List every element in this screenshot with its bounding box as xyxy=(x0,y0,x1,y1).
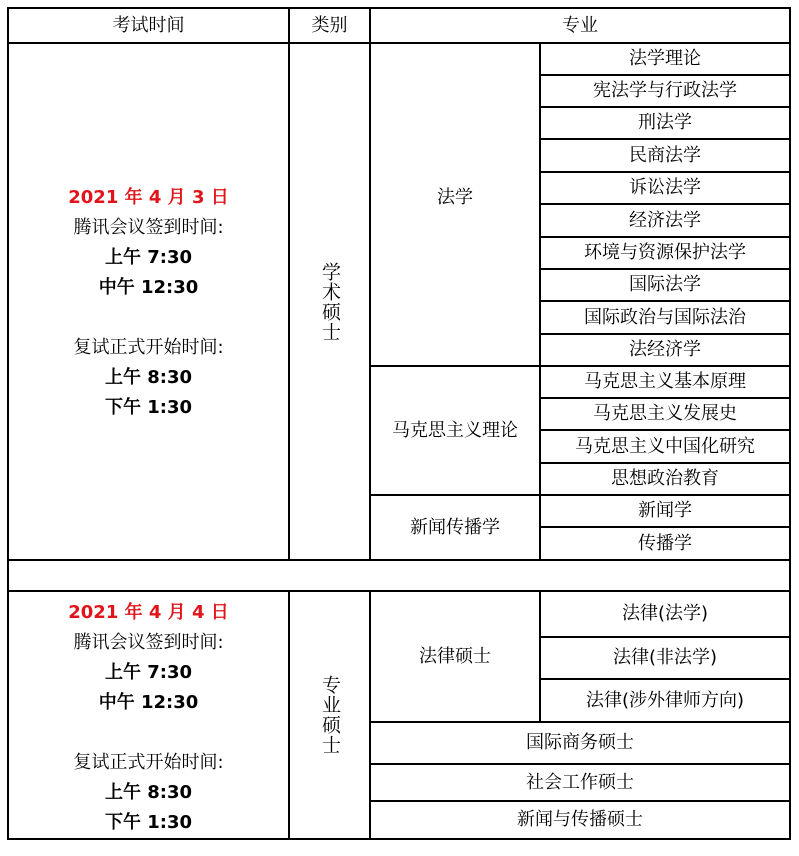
major-cell: 国际政治与国际法治 xyxy=(584,306,746,328)
header-time: 考试时间 xyxy=(112,14,185,36)
major-cell: 环境与资源保护法学 xyxy=(584,242,746,263)
section1-checkin-label: 腾讯会议签到时间: xyxy=(73,217,224,238)
major-cell: 马克思主义中国化研究 xyxy=(575,435,755,457)
section2-checkin-noon: 中午 12:30 xyxy=(98,692,199,713)
major-cell: 法律(涉外律师方向) xyxy=(585,689,745,711)
other-major-cell: 社会工作硕士 xyxy=(526,771,634,793)
header-major: 专业 xyxy=(562,14,598,36)
major-cell: 法学理论 xyxy=(629,48,701,69)
major-cell: 经济法学 xyxy=(629,209,701,231)
section2-start-label: 复试正式开始时间: xyxy=(73,752,224,773)
major-cell: 马克思主义基本原理 xyxy=(584,371,746,392)
spacer xyxy=(9,303,288,333)
other-major-cell: 新闻与传播硕士 xyxy=(517,809,643,830)
major-cell: 刑法学 xyxy=(638,112,692,133)
section1-start-label: 复试正式开始时间: xyxy=(73,337,224,358)
section2-date: 2021 年 4 月 4 日 xyxy=(68,602,229,623)
section2-checkin-morning: 上午 7:30 xyxy=(104,662,193,683)
major-cell: 新闻学 xyxy=(638,500,692,521)
major-cell: 法律(非法学) xyxy=(612,647,718,668)
major-cell: 宪法学与行政法学 xyxy=(593,80,737,101)
major-cell: 诉讼法学 xyxy=(629,177,701,198)
section2-time-info xyxy=(9,598,288,838)
group-faxue: 法学 xyxy=(437,187,473,208)
major-cell: 思想政治教育 xyxy=(611,468,719,489)
major-cell: 马克思主义发展史 xyxy=(593,403,737,424)
major-cell: 国际法学 xyxy=(629,274,701,295)
section2-start-pm: 下午 1:30 xyxy=(104,812,193,833)
group-law: 法律硕士 xyxy=(419,645,491,667)
section1-start-pm: 下午 1:30 xyxy=(104,397,193,418)
group-xinwen: 新闻传播学 xyxy=(410,516,500,538)
border-bottom xyxy=(7,838,791,840)
group-makesi: 马克思主义理论 xyxy=(392,419,518,441)
major-cell: 法经济学 xyxy=(629,339,701,360)
section1-category: 学术硕士 xyxy=(319,261,341,342)
section2-start-am: 上午 8:30 xyxy=(104,782,193,803)
section2-checkin-label: 腾讯会议签到时间: xyxy=(73,632,224,653)
header-category: 类别 xyxy=(311,14,348,36)
spacer xyxy=(9,718,288,748)
section1-checkin-noon: 中午 12:30 xyxy=(98,277,199,298)
section1-start-am: 上午 8:30 xyxy=(104,367,193,388)
border-right xyxy=(789,7,791,840)
major-cell: 民商法学 xyxy=(629,144,701,166)
major-cell: 法律(法学) xyxy=(621,603,709,624)
section2-category: 专业硕士 xyxy=(319,675,341,755)
section1-checkin-morning: 上午 7:30 xyxy=(104,247,193,268)
major-cell: 传播学 xyxy=(638,532,692,554)
section1-time-info xyxy=(9,183,288,423)
other-major-cell: 国际商务硕士 xyxy=(526,732,634,753)
section1-date: 2021 年 4 月 3 日 xyxy=(68,187,229,208)
section1-bottom-line xyxy=(7,559,791,561)
